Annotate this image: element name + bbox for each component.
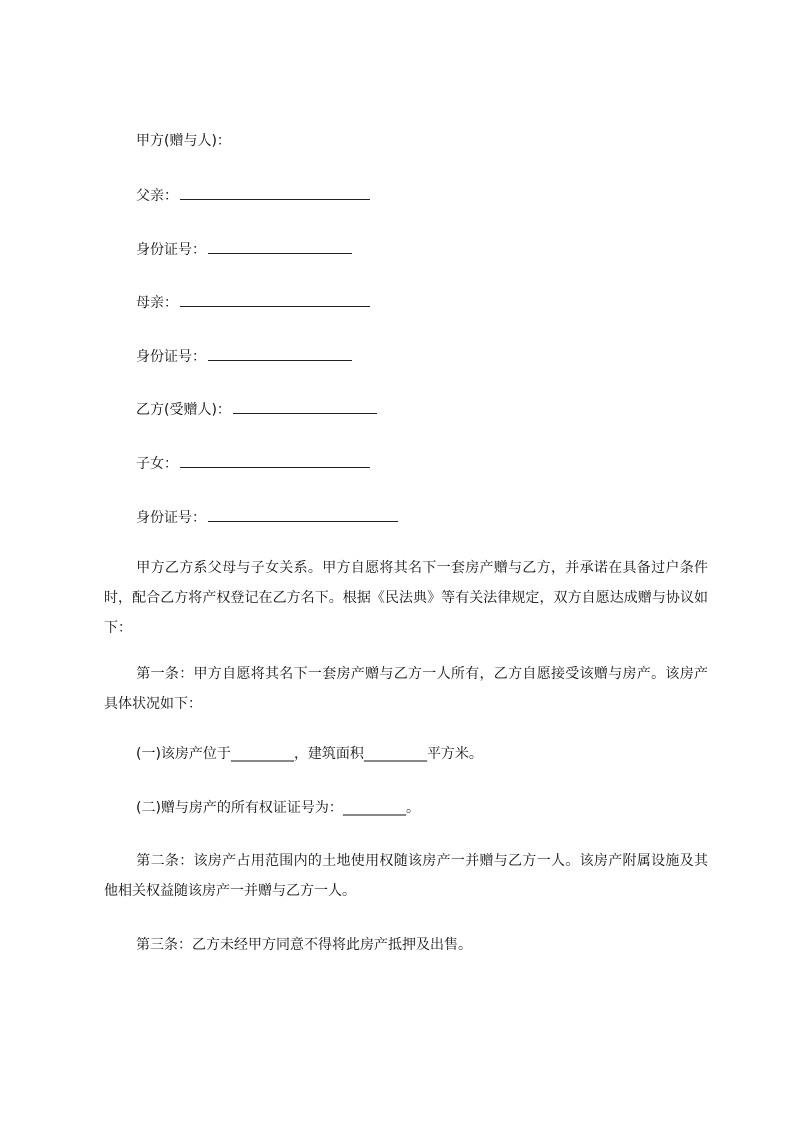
child-id-blank[interactable] bbox=[208, 507, 398, 522]
item-2 bbox=[136, 798, 420, 818]
child-id-label: 身份证号： bbox=[136, 510, 206, 526]
article-1 bbox=[104, 659, 708, 719]
item-1-suffix: 平方米。 bbox=[426, 746, 483, 762]
party-b-heading: 乙方(受赠人)： bbox=[136, 402, 231, 418]
father-id-label: 身份证号： bbox=[136, 242, 206, 258]
mother-id-label: 身份证号： bbox=[136, 349, 206, 365]
child-id-field bbox=[136, 507, 398, 528]
article-3 bbox=[104, 930, 708, 960]
item-1-prefix: (一)该房产位于 bbox=[136, 746, 231, 762]
area-blank[interactable]: _________ bbox=[363, 746, 427, 762]
father-id-blank[interactable] bbox=[208, 239, 352, 254]
father-label: 父亲： bbox=[136, 188, 178, 204]
intro-paragraph bbox=[104, 553, 708, 643]
child-blank[interactable] bbox=[180, 453, 370, 468]
item-2-suffix: 。 bbox=[405, 800, 420, 816]
father-id-field bbox=[136, 239, 352, 260]
mother-field bbox=[136, 292, 370, 313]
article-2-text: 第二条：该房产占用范围内的土地使用权随该房产一并赠与乙方一人。该房产附属设施及其他相关权益随该房产一并赠与乙方一人。 bbox=[104, 853, 708, 899]
article-1-text: 第一条：甲方自愿将其名下一套房产赠与乙方一人所有，乙方自愿接受该赠与房产。该房产具体状况如下： bbox=[104, 666, 708, 712]
father-field bbox=[136, 185, 370, 206]
mother-label: 母亲： bbox=[136, 295, 178, 311]
intro-text: 甲方乙方系父母与子女关系。甲方自愿将其名下一套房产赠与乙方，并承诺在具备过户条件时，配合乙方将产权登记在乙方名下。根据《民法典》等有关法律规定，双方自愿达成赠与协议如下： bbox=[104, 560, 708, 636]
location-blank[interactable]: _________ bbox=[230, 746, 294, 762]
party-b-blank[interactable] bbox=[233, 399, 377, 414]
mother-id-blank[interactable] bbox=[208, 346, 352, 361]
article-2 bbox=[104, 846, 708, 906]
mother-id-field bbox=[136, 346, 352, 367]
father-blank[interactable] bbox=[180, 185, 370, 200]
party-b-field bbox=[136, 399, 377, 420]
item-1 bbox=[136, 744, 483, 764]
article-3-text: 第三条：乙方未经甲方同意不得将此房产抵押及出售。 bbox=[136, 937, 472, 953]
item-1-middle: ，建筑面积 bbox=[293, 746, 364, 762]
mother-blank[interactable] bbox=[180, 292, 370, 307]
certificate-blank[interactable]: _________ bbox=[342, 800, 406, 816]
party-a-heading: 甲方(赠与人)： bbox=[136, 133, 231, 149]
child-label: 子女： bbox=[136, 456, 178, 472]
child-field bbox=[136, 453, 370, 474]
item-2-prefix: (二)赠与房产的所有权证证号为： bbox=[136, 800, 343, 816]
